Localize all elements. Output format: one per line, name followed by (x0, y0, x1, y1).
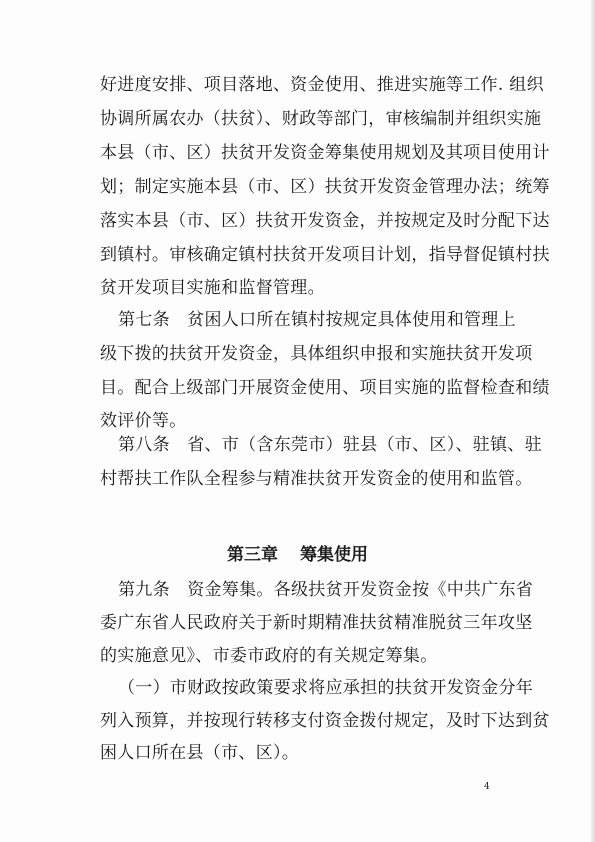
article-8-line: 第八条 省、市（含东莞市）驻县（市、区）、驻镇、驻 (118, 435, 542, 455)
body-line: 本县（市、区）扶贫开发资金筹集使用规划及其项目使用计 (100, 143, 550, 163)
body-line: 列入预算，并按现行转移支付资金拨付规定，及时下达到贫 (100, 711, 550, 731)
page-number: 4 (484, 782, 490, 792)
body-line: 困人口所在县（市、区）。 (100, 743, 300, 763)
body-line: 到镇村。审核确定镇村扶贫开发项目计划，指导督促镇村扶 (100, 245, 550, 265)
body-line: 划；制定实施本县（市、区）扶贫开发资金管理办法；统筹 (100, 177, 550, 197)
body-line: 的实施意见》、市委市政府的有关规定筹集。 (100, 646, 438, 666)
body-line: 委广东省人民政府关于新时期精准扶贫精准脱贫三年攻坚 (100, 613, 533, 633)
chapter-number: 第三章 (227, 545, 278, 565)
body-line: 级下拨的扶贫开发资金，具体组织申报和实施扶贫开发项 (100, 344, 533, 364)
page-edge-shadow (591, 0, 595, 842)
article-7-line: 第七条 贫困人口所在镇村按规定具体使用和管理上 (118, 310, 516, 330)
chapter-title: 筹集使用 (300, 545, 368, 565)
body-line: 协调所属农办（扶贫）、财政等部门，审核编制并组织实施 (100, 109, 542, 129)
body-line: 目。配合上级部门开展资金使用、项目实施的监督检查和绩 (100, 378, 550, 398)
body-line: 好进度安排、项目落地、资金使用、推进实施等工作. 组织 (100, 75, 544, 95)
article-9-line: 第九条 资金筹集。各级扶贫开发资金按《中共广东省 (118, 580, 534, 600)
body-line: 效评价等。 (100, 411, 187, 431)
body-line: 村帮扶工作队全程参与精准扶贫开发资金的使用和监管。 (100, 469, 533, 489)
clause-1-line: （一）市财政按政策要求将应承担的扶贫开发资金分年 (118, 678, 534, 698)
body-line: 落实本县（市、区）扶贫开发资金，并按规定及时分配下达 (100, 211, 550, 231)
chapter-heading (0, 540, 595, 570)
body-line: 贫开发项目实施和监督管理。 (100, 278, 325, 298)
